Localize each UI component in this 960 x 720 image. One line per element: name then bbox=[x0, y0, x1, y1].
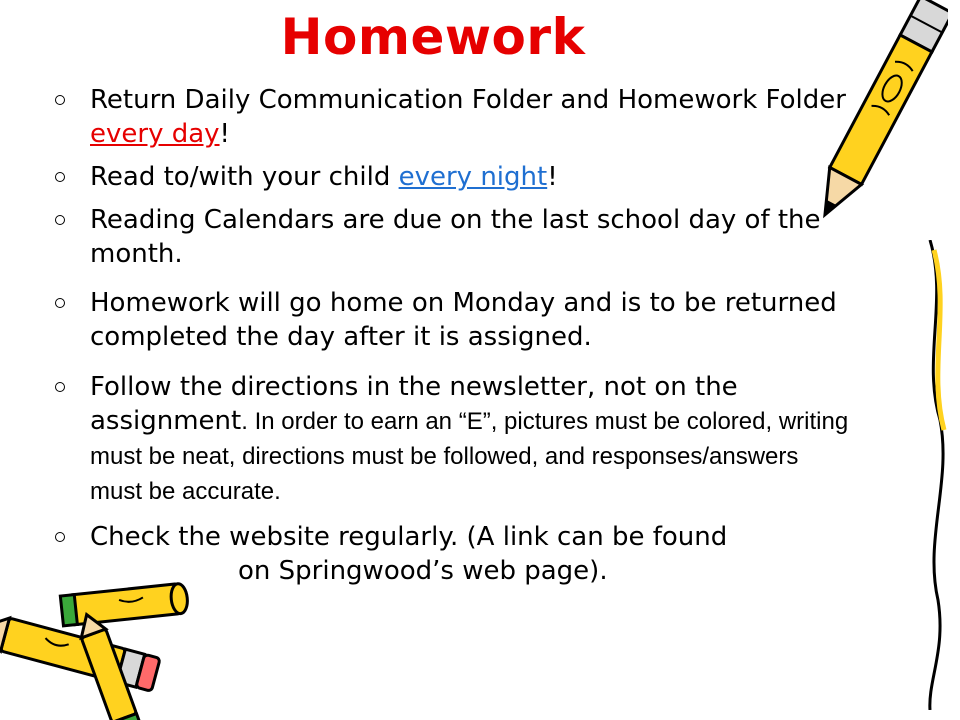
bullet-dot-icon bbox=[55, 382, 65, 392]
bullet-item bbox=[52, 160, 852, 194]
bullet-text: Homework will go home on Monday and is to be returned completed the day after it is assigned. bbox=[90, 288, 837, 352]
bullet-item bbox=[52, 286, 852, 354]
bullet-text: on Springwood’s web page). bbox=[238, 556, 608, 586]
bullet-list bbox=[52, 83, 852, 588]
bullet-dot-icon bbox=[55, 215, 65, 225]
every-night-link[interactable]: every night bbox=[398, 162, 548, 192]
pencil-top-right-icon bbox=[808, 0, 948, 235]
bullet-dot-icon bbox=[55, 298, 65, 308]
slide-title: Homework bbox=[280, 8, 586, 66]
bullet-dot-icon bbox=[55, 532, 65, 542]
bullet-dot-icon bbox=[55, 95, 65, 105]
bullet-text: . In order to earn an “E”, pictures must be colored, writing must be neat, directions must be followed, and responses/answers must be accurate. bbox=[90, 408, 849, 505]
bullet-item bbox=[52, 83, 852, 151]
pencils-bottom-left-icon bbox=[0, 580, 230, 720]
bullet-item bbox=[52, 520, 852, 588]
bullet-text: Return Daily Communication Folder and Homework Folder bbox=[90, 85, 846, 115]
every-day-link[interactable]: every day bbox=[90, 119, 220, 149]
bullet-item bbox=[52, 203, 852, 271]
bullet-text: Read to/with your child bbox=[90, 162, 399, 192]
bullet-text: ! bbox=[547, 162, 558, 192]
bullet-text: Check the website regularly. (A link can be found bbox=[90, 522, 728, 552]
bullet-dot-icon bbox=[55, 172, 65, 182]
pencil-right-edge-icon bbox=[900, 240, 958, 710]
bullet-text: ! bbox=[219, 119, 230, 149]
bullet-text: Follow the directions in the newsletter, not on the assignment bbox=[90, 372, 738, 436]
bullet-item bbox=[52, 370, 852, 509]
bullet-text: Reading Calendars are due on the last school day of the month. bbox=[90, 205, 821, 269]
